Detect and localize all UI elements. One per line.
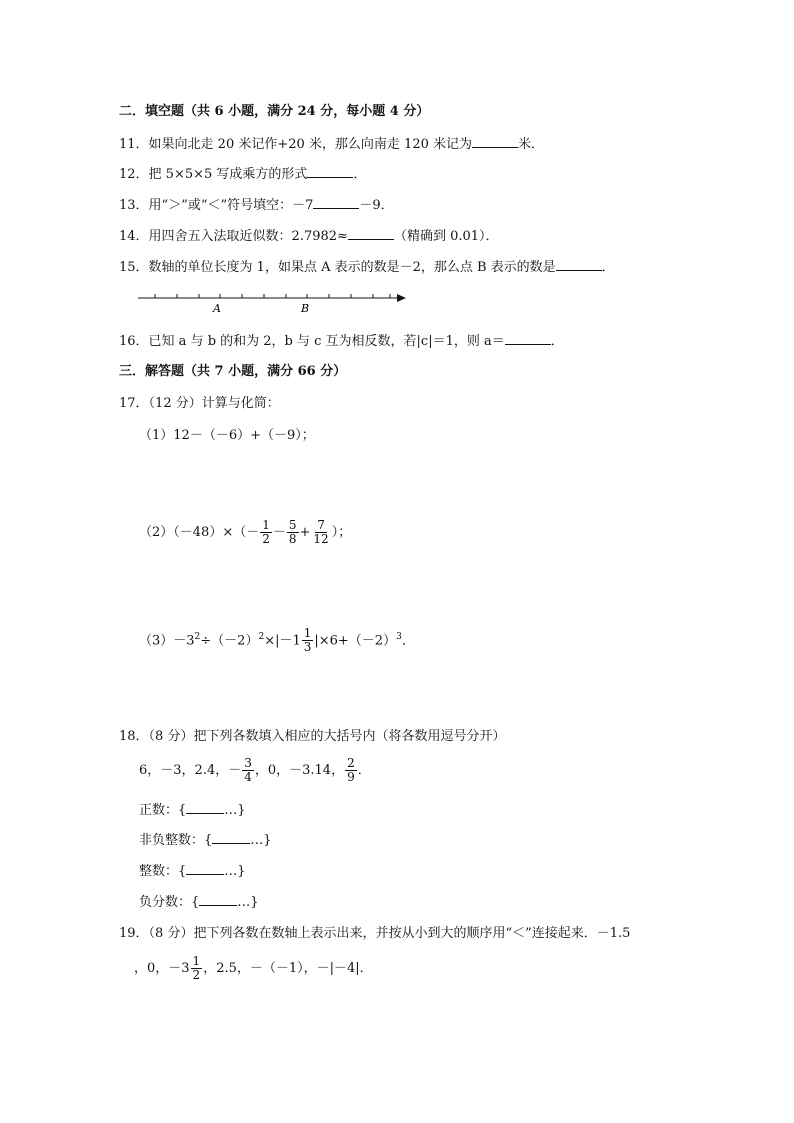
q12-text-end: ． bbox=[353, 167, 367, 182]
neg-fraction-label: 负分数：{ bbox=[139, 895, 200, 910]
q11-text: 11．如果向北走 20 米记作+20 米，那么向南走 120 米记为 bbox=[119, 137, 472, 152]
fraction-1-2: $\frac{1}{2}$ bbox=[262, 518, 270, 546]
q17-p3-text-b: ÷（－2） bbox=[200, 633, 259, 649]
q18-integer-set bbox=[139, 861, 246, 882]
set-close: …} bbox=[224, 803, 246, 818]
q19-text-end: ，2.5，－（－1），－|－4|． bbox=[203, 961, 373, 976]
number-line-label-b: B bbox=[301, 302, 310, 315]
q14-text: 14．用四舍五入法取近似数：2.7982≈ bbox=[119, 229, 348, 244]
q19-line1: 19．（8 分）把下列各数在数轴上表示出来，并按从小到大的顺序用“＜”连接起来．－1.5 bbox=[119, 926, 631, 941]
fraction-5-8: $\frac{5}{8}$ bbox=[288, 518, 297, 546]
q17-p3-text-d: |×6+（－2） bbox=[314, 633, 397, 649]
number-line-figure bbox=[134, 288, 414, 318]
set-close: …} bbox=[250, 833, 272, 848]
q13-text: 13．用“＞”或“＜”符号填空：－7 bbox=[119, 198, 314, 213]
positive-label: 正数：{ bbox=[139, 803, 187, 818]
q17-p2-end: ）； bbox=[331, 525, 352, 540]
q16-text-end: ． bbox=[550, 334, 564, 349]
section-3-title: 三．解答题（共 7 小题，满分 66 分） bbox=[119, 364, 347, 379]
q17-p3-text: （3）－3 bbox=[139, 633, 195, 649]
q15-text-end: ． bbox=[601, 260, 615, 275]
question-15 bbox=[119, 257, 615, 278]
q19-text: ，0，－3 bbox=[134, 961, 190, 976]
question-16 bbox=[119, 331, 564, 352]
fraction-1-2-b: $\frac{1}{2}$ bbox=[192, 954, 201, 982]
q15-answer-blank[interactable] bbox=[556, 257, 602, 271]
q11-answer-blank[interactable] bbox=[472, 134, 518, 148]
q18-neg-fraction-set bbox=[139, 892, 259, 913]
q12-text: 12．把 5×5×5 写成乘方的形式 bbox=[119, 167, 308, 182]
fraction-2-9: $\frac{2}{9}$ bbox=[347, 756, 355, 784]
q19-line2 bbox=[134, 954, 373, 984]
q16-answer-blank[interactable] bbox=[505, 331, 551, 345]
fraction-3-4: $\frac{3}{4}$ bbox=[244, 756, 252, 784]
nonneg-int-blank[interactable] bbox=[212, 830, 250, 844]
q16-text: 16．已知 a 与 b 的和为 2，b 与 c 互为相反数，若|c|＝1，则 a＝ bbox=[119, 334, 505, 349]
q17-part3 bbox=[139, 622, 415, 656]
set-close: …} bbox=[237, 895, 259, 910]
q18-numbers-text: 6，－3，2.4，－ bbox=[139, 763, 242, 778]
number-line-arrow bbox=[397, 294, 406, 302]
question-14 bbox=[119, 226, 499, 247]
set-close: …} bbox=[224, 864, 246, 879]
q18-numbers-text-b: ，0，－3.14， bbox=[254, 763, 345, 778]
plus-sign: + bbox=[299, 525, 311, 540]
exponent: 2 bbox=[194, 632, 201, 642]
q17-p2-text: （2）（－48）×（－ bbox=[139, 525, 260, 540]
q13-answer-blank[interactable] bbox=[313, 195, 359, 209]
q18-nonneg-int-set bbox=[139, 830, 272, 851]
q14-answer-blank[interactable] bbox=[348, 226, 394, 240]
q17-part2 bbox=[139, 518, 351, 548]
q18-numbers bbox=[139, 756, 371, 786]
integer-blank[interactable] bbox=[186, 861, 224, 875]
section-2-title: 二．填空题（共 6 小题，满分 24 分，每小题 4 分） bbox=[119, 104, 430, 119]
question-12 bbox=[119, 164, 366, 185]
positive-blank[interactable] bbox=[186, 800, 224, 814]
q18-numbers-end: ． bbox=[357, 763, 371, 778]
q17-p3-end: ． bbox=[401, 633, 415, 649]
q17-title: 17．（12 分）计算与化简： bbox=[119, 396, 280, 411]
q14-text-end: （精确到 0.01）． bbox=[393, 229, 499, 244]
q17-part1: （1）12－（－6）+（－9）； bbox=[139, 428, 315, 443]
integer-label: 整数：{ bbox=[139, 864, 187, 879]
question-11 bbox=[119, 134, 544, 155]
neg-fraction-blank[interactable] bbox=[199, 892, 237, 906]
nonneg-int-label: 非负整数：{ bbox=[139, 833, 213, 848]
q12-answer-blank[interactable] bbox=[307, 164, 353, 178]
q11-text-end: 米． bbox=[518, 137, 545, 152]
number-line-ticks bbox=[155, 294, 390, 298]
q18-title: 18．（8 分）把下列各数填入相应的大括号内（将各数用逗号分开） bbox=[119, 729, 506, 744]
q18-positive-set bbox=[139, 800, 246, 821]
exponent: 3 bbox=[396, 632, 402, 642]
fraction-7-12: $\frac{7}{12}$ bbox=[313, 518, 329, 546]
exponent: 2 bbox=[258, 632, 265, 642]
number-line-label-a: A bbox=[213, 302, 221, 315]
fraction-1-3: $\frac{1}{3}$ bbox=[303, 626, 312, 655]
q15-text: 15．数轴的单位长度为 1，如果点 A 表示的数是－2，那么点 B 表示的数是 bbox=[119, 260, 556, 275]
q17-p3-text-c: ×|－1 bbox=[264, 633, 301, 649]
q13-text-end: －9． bbox=[359, 198, 394, 213]
question-13 bbox=[119, 195, 394, 216]
minus-sign: － bbox=[272, 525, 286, 540]
